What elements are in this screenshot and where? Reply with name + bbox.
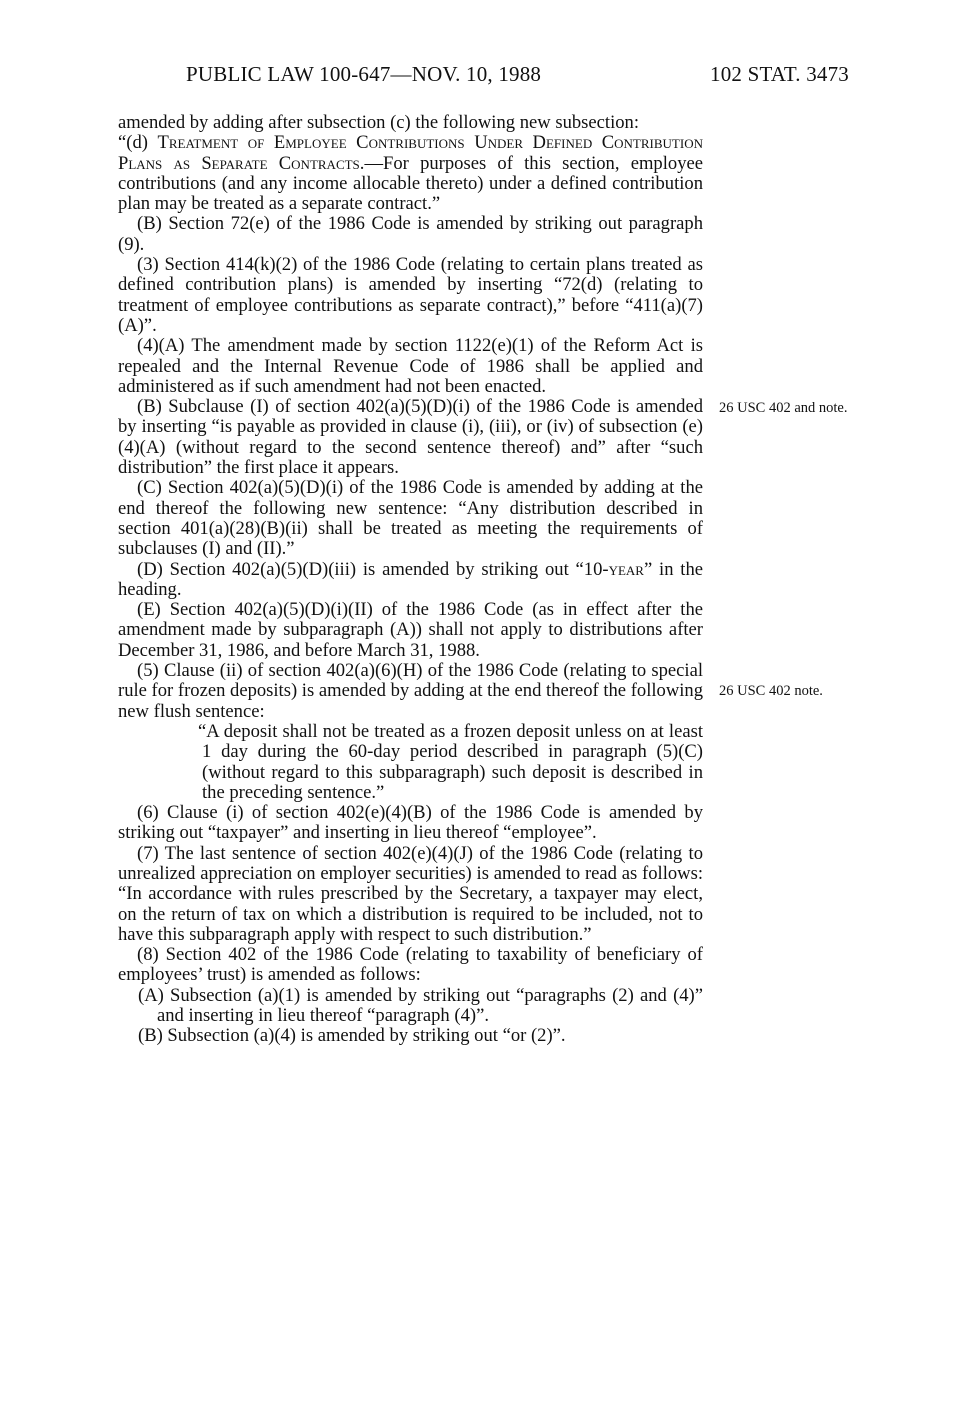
paragraph: (B) Subclause (I) of section 402(a)(5)(D)(i) of the 1986 Code is amended by inserting “is payable as provided in clause (i), (iii), or (iv) of subsection (e)(4)(A) (without regard to the second sentence thereof) and” after “such distribution” the first place it appears. bbox=[118, 396, 703, 479]
paragraph-d bbox=[118, 560, 703, 601]
paragraph: (7) The last sentence of section 402(e)(4)(J) of the 1986 Code (relating to unrealized appreciation on employer securities) is amended to read as follows: “In accordance with rules prescribed by the Secretary, a taxpayer may elect, on the return of tax on which a distribution is required to be included, not to have this subparagraph apply with respect to such distribution.” bbox=[118, 842, 703, 945]
heading-term: 10-year bbox=[583, 558, 644, 580]
paragraph: (B) Section 72(e) of the 1986 Code is amended by striking out paragraph (9). bbox=[118, 213, 703, 255]
paragraph: (C) Section 402(a)(5)(D)(i) of the 1986 Code is amended by adding at the end thereof the following new sentence: “Any distribution described in section 401(a)(28)(B)(ii) shall be treated as meeting the requirements of subclauses (I) and (II).” bbox=[118, 477, 703, 560]
paragraph: (3) Section 414(k)(2) of the 1986 Code (relating to certain plans treated as defined contribution plans) is amended by inserting “72(d) (relating to treatment of employee contributions as separate contract),” before “411(a)(7)(A)”. bbox=[118, 254, 703, 336]
quote-label: “(d) bbox=[118, 132, 158, 154]
paragraph: (5) Clause (ii) of section 402(a)(6)(H) of the 1986 Code (relating to special rule for frozen deposits) is amended by adding at the end thereof the following new flush sentence: bbox=[118, 660, 704, 722]
body-text bbox=[118, 113, 703, 1047]
running-header-left: PUBLIC LAW 100-647—NOV. 10, 1988 bbox=[186, 62, 542, 86]
paragraph-text: —For purposes of this section, employee contributions (and any income allocable thereto) under a defined contribution plan may be treated as a separate contract.” bbox=[118, 152, 703, 215]
quoted-flush-sentence: “A deposit shall not be treated as a frozen deposit unless on at least 1 day during the 60-day period described in paragraph (5)(C) (without regard to this subparagraph) such deposit is described in the preceding sentence.” bbox=[198, 720, 703, 803]
margin-note: 26 USC 402 note. bbox=[719, 683, 823, 699]
paragraph: (E) Section 402(a)(5)(D)(i)(II) of the 1986 Code (as in effect after the amendment made by subparagraph (A)) shall not apply to distributions after December 31, 1986, and before March 31, 1988. bbox=[118, 599, 703, 661]
paragraph-subsection-d bbox=[118, 133, 703, 214]
subparagraph: (B) Subsection (a)(4) is amended by striking out “or (2)”. bbox=[138, 1025, 566, 1047]
paragraph: (4)(A) The amendment made by section 1122(e)(1) of the Reform Act is repealed and the Internal Revenue Code of 1986 shall be applied and administered as if such amendment had not been enacted. bbox=[118, 335, 703, 397]
paragraph-text: (D) Section 402(a)(5)(D)(iii) is amended by striking out “ bbox=[137, 558, 584, 580]
paragraph: amended by adding after subsection (c) the following new subsection: bbox=[118, 112, 639, 133]
subsection-heading: Treatment of Employee Contributions Under Defined Contribution Plans as Separate Contracts. bbox=[118, 132, 703, 174]
running-header-right: 102 STAT. 3473 bbox=[710, 62, 849, 86]
margin-note: 26 USC 402 and note. bbox=[719, 400, 848, 416]
paragraph: (8) Section 402 of the 1986 Code (relating to taxability of beneficiary of employees’ trust) is amended as follows: bbox=[118, 944, 703, 986]
subparagraph: (A) Subsection (a)(1) is amended by striking out “paragraphs (2) and (4)” and inserting in lieu thereof “paragraph (4)”. bbox=[138, 984, 703, 1027]
paragraph-text: ” in the heading. bbox=[118, 558, 704, 600]
paragraph: (6) Clause (i) of section 402(e)(4)(B) of the 1986 Code is amended by striking out “taxpayer” and inserting in lieu thereof “employee”. bbox=[118, 802, 703, 844]
